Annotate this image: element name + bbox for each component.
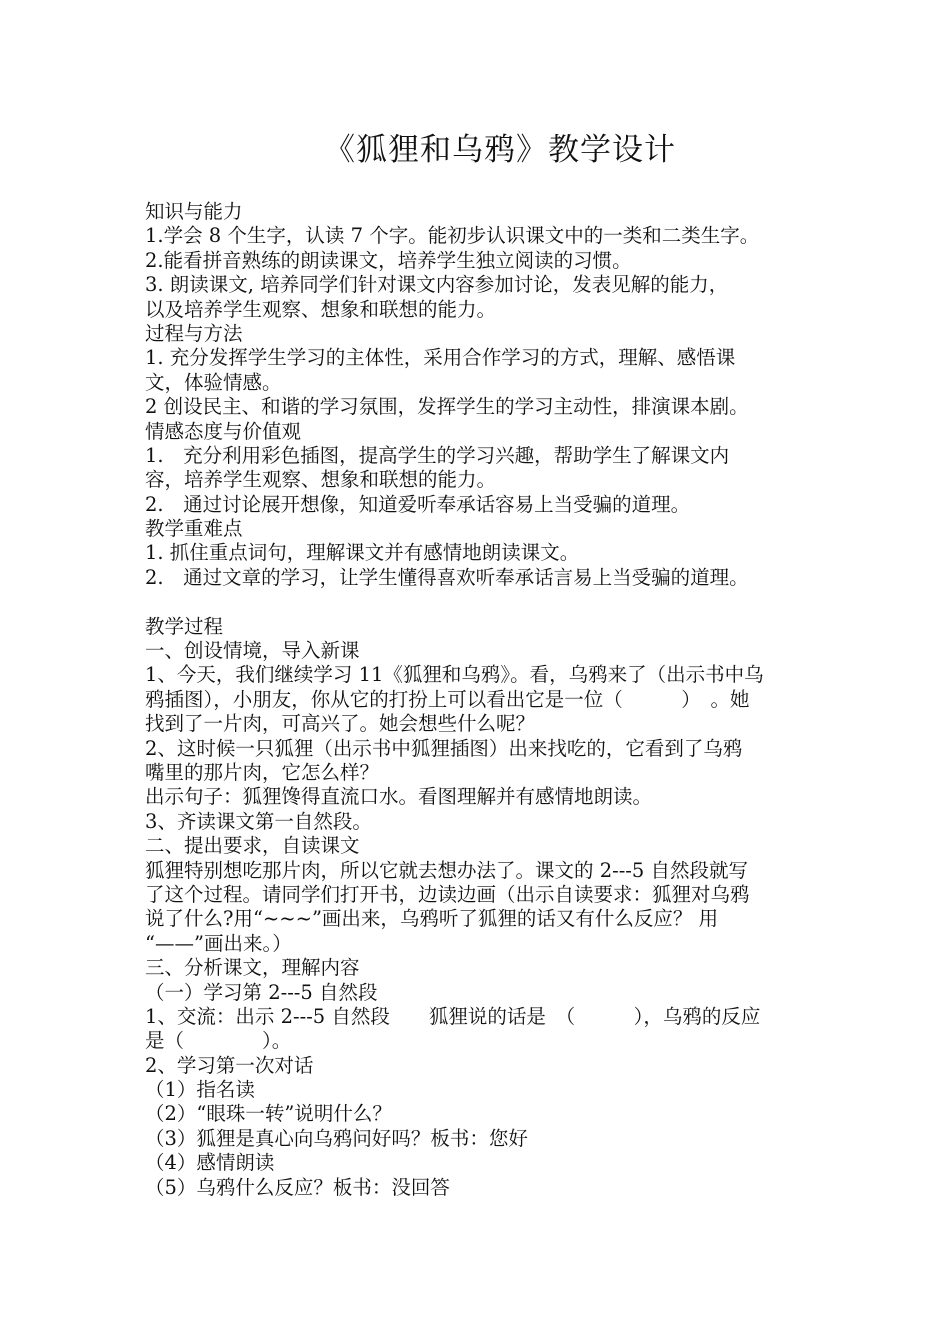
text-line: 二、提出要求，自读课文 (145, 834, 360, 858)
text-line: 情感态度与价值观 (145, 419, 302, 443)
text-line: 教学过程 (145, 614, 224, 638)
text-line: （3）狐狸是真心向乌鸦问好吗？板书：您好 (145, 1126, 528, 1150)
text-line: 说了什么?用“~~~”画出来，乌鸦听了狐狸的话又有什么反应？ 用 (145, 907, 719, 931)
text-line: 2.能看拼音熟练的朗读课文，培养学生独立阅读的习惯。 (145, 248, 632, 272)
text-line: 1.学会 8 个生字，认读 7 个字。能初步认识课文中的一类和二类生字。 (145, 224, 760, 248)
text-line: （2）“眼珠一转”说明什么？ (145, 1102, 392, 1126)
text-line: 2 创设民主、和谐的学习氛围，发挥学生的学习主动性，排演课本剧。 (145, 395, 749, 419)
text-line: 1. 充分利用彩色插图，提高学生的学习兴趣，帮助学生了解课文内 (145, 443, 730, 467)
text-line: 找到了一片肉，可高兴了。她会想些什么呢？ (145, 712, 536, 736)
text-line: 容，培养学生观察、想象和联想的能力。 (145, 468, 497, 492)
text-line: （4）感情朗读 (145, 1151, 275, 1175)
text-line: 狐狸特别想吃那片肉，所以它就去想办法了。课文的 2---5 自然段就写 (145, 858, 748, 882)
document-body (145, 200, 835, 1200)
text-line: （一）学习第 2---5 自然段 (145, 980, 378, 1004)
text-line: 知识与能力 (145, 200, 243, 223)
text-line: 了这个过程。请同学们打开书，边读边画（出示自读要求：狐狸对乌鸦 (145, 882, 750, 906)
blank-line (145, 590, 835, 614)
text-line: 过程与方法 (145, 321, 243, 345)
text-line: 嘴里的那片肉，它怎么样？ (145, 760, 380, 784)
text-line: 以及培养学生观察、想象和联想的能力。 (145, 297, 497, 321)
text-line: 3、齐读课文第一自然段。 (145, 809, 372, 833)
text-line: 1. 充分发挥学生学习的主体性，采用合作学习的方式，理解、感悟课 (145, 346, 736, 370)
text-line: 文，体验情感。 (145, 370, 282, 394)
text-line: 一、创设情境，导入新课 (145, 639, 360, 663)
text-line: 2. 通过文章的学习，让学生懂得喜欢听奉承话言易上当受骗的道理。 (145, 565, 749, 589)
text-line: （1）指名读 (145, 1078, 255, 1102)
text-line: 1、今天，我们继续学习 11《狐狸和乌鸦》。看，乌鸦来了（出示书中乌 (145, 663, 764, 687)
text-line: 教学重难点 (145, 517, 243, 541)
text-line: 1. 抓住重点词句，理解课文并有感情地朗读课文。 (145, 541, 580, 565)
text-line: 2、学习第一次对话 (145, 1053, 314, 1077)
text-line: 是（ ）。 (145, 1029, 292, 1053)
text-line: 出示句子：狐狸馋得直流口水。看图理解并有感情地朗读。 (145, 785, 653, 809)
document-title: 《狐狸和乌鸦》教学设计 (324, 132, 676, 168)
text-line: 2. 通过讨论展开想像，知道爱听奉承话容易上当受骗的道理。 (145, 492, 691, 516)
text-line: 鸦插图），小朋友，你从它的打扮上可以看出它是一位（ ） 。她 (145, 687, 750, 711)
text-line: 1、交流：出示 2---5 自然段 狐狸说的话是 （ ），乌鸦的反应 (145, 1004, 761, 1028)
text-line: 3. 朗读课文, 培养同学们针对课文内容参加讨论，发表见解的能力， (145, 273, 729, 297)
text-line: “——”画出来。） (145, 931, 292, 955)
text-line: 三、分析课文，理解内容 (145, 956, 360, 980)
text-line: （5）乌鸦什么反应？板书：没回答 (145, 1175, 450, 1199)
text-line: 2、这时候一只狐狸（出示书中狐狸插图）出来找吃的，它看到了乌鸦 (145, 736, 743, 760)
